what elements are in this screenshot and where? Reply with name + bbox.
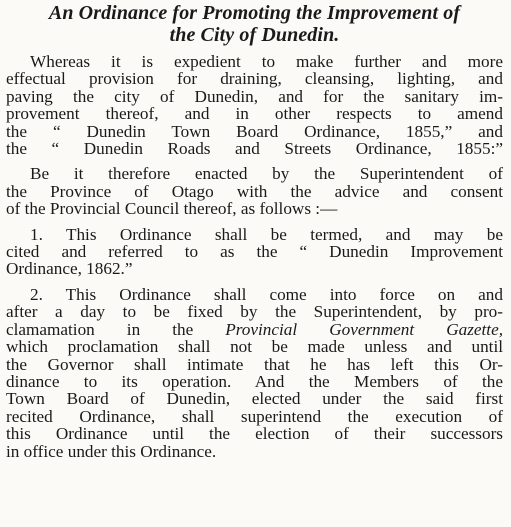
text-line: Whereas it is expedient to make further and more bbox=[30, 52, 503, 71]
title-line: the City of Dunedin. bbox=[169, 24, 340, 46]
text-line: in office under this Ordinance. bbox=[6, 441, 217, 461]
text-line: of the Provincial Council thereof, as follows :— bbox=[6, 199, 338, 219]
text-line: paving the city of Dunedin, and for the sanitary im- bbox=[6, 86, 503, 106]
text-line: Be it therefore enacted by the Superintendent of bbox=[30, 164, 503, 184]
text-line: Ordinance, 1862.” bbox=[6, 259, 133, 279]
text-line: the “ Dunedin Town Board Ordinance, 1855,” and bbox=[6, 121, 503, 141]
text-line: after a day to be fixed by the Superintendent, by pro- bbox=[6, 302, 503, 322]
text-line: cited and referred to as the “ Dunedin Improvement bbox=[6, 242, 503, 262]
preamble-paragraph bbox=[6, 53, 503, 157]
text-line bbox=[6, 321, 503, 338]
title-line: An Ordinance for Promoting the Improvement of bbox=[48, 2, 461, 24]
text-line: 2. This Ordinance shall come into force on and bbox=[30, 284, 503, 304]
gazette-name: Provincial Government Gazette, bbox=[225, 319, 503, 339]
ordinance-title bbox=[6, 2, 503, 46]
text-line: the Province of Otago with the advice and consent bbox=[6, 181, 503, 201]
text-line: which proclamation shall not be made unless and until bbox=[6, 337, 503, 357]
text-line: 1. This Ordinance shall be termed, and may be bbox=[30, 224, 503, 244]
text-fragment: clamamation in the bbox=[6, 319, 226, 339]
text-line: Town Board of Dunedin, elected under the said first bbox=[6, 389, 503, 409]
text-line: effectual provision for draining, cleansing, lighting, and bbox=[6, 69, 503, 89]
enactment-paragraph bbox=[6, 165, 503, 217]
text-line: dinance to its operation. And the Members of the bbox=[6, 371, 503, 391]
text-line: provement thereof, and in other respects to amend bbox=[6, 104, 503, 124]
section-2 bbox=[6, 286, 503, 460]
text-line: the “ Dunedin Roads and Streets Ordinance, 1855:” bbox=[6, 139, 503, 159]
text-line: the Governor shall intimate that he has left this Or- bbox=[6, 354, 503, 374]
section-1 bbox=[6, 226, 503, 278]
text-line: this Ordinance until the election of their successors bbox=[6, 424, 503, 444]
text-line: recited Ordinance, shall superintend the execution of bbox=[6, 406, 503, 426]
